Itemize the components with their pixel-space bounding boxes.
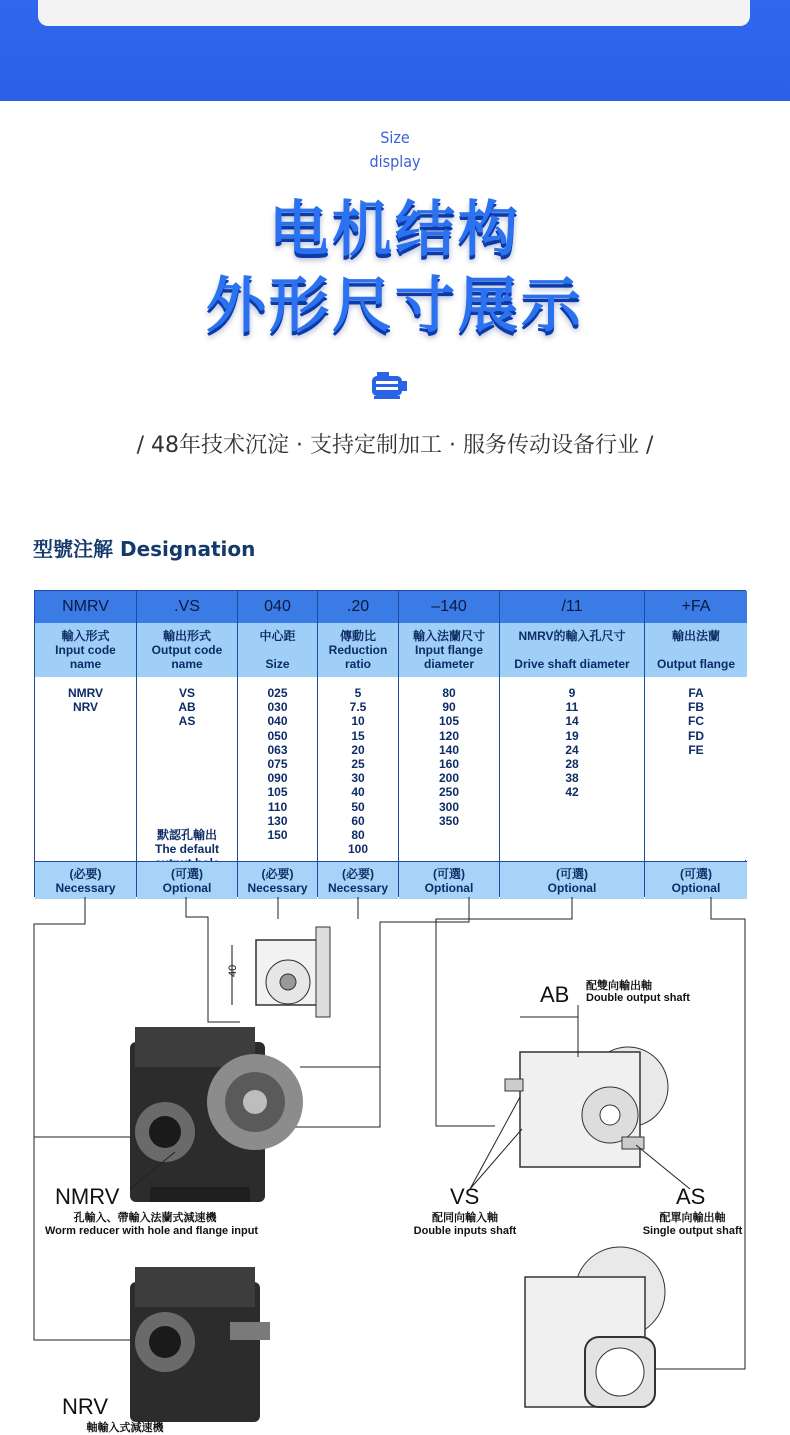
- column-code: 040: [238, 591, 317, 624]
- small-side-view: [232, 927, 330, 1017]
- value-item: 300: [438, 799, 460, 814]
- value-item: FC: [688, 714, 704, 729]
- requirement-line: (必要): [261, 866, 294, 881]
- value-item: 110: [267, 799, 288, 814]
- value-item: 250: [438, 785, 460, 800]
- column-code: +FA: [645, 591, 747, 624]
- value-item: 030: [267, 700, 288, 715]
- table-column: [500, 591, 645, 896]
- requirement-line: Optional: [424, 880, 474, 895]
- value-item: 9: [568, 686, 576, 700]
- description-line: 中心距: [259, 629, 296, 643]
- column-values: [318, 677, 398, 860]
- description-line: Size: [265, 657, 290, 671]
- value-item: FB: [688, 700, 704, 715]
- top-card: [38, 0, 750, 26]
- description-line: 輸出法蘭: [671, 629, 720, 643]
- requirement-line: Optional: [162, 880, 212, 895]
- description-line: [500, 643, 644, 657]
- column-values: [399, 677, 499, 860]
- table-column: [318, 591, 399, 896]
- default-hole-note: The default: [154, 842, 219, 857]
- nrv-code-label: NRV: [62, 1394, 109, 1419]
- description-line: name: [171, 657, 203, 671]
- column-values: [500, 677, 644, 860]
- value-item: 80: [351, 828, 365, 843]
- nmrv-cn-label: 孔輸入、帶輸入法蘭式減速機: [73, 1212, 217, 1224]
- column-code: .20: [318, 591, 398, 624]
- value-item: 80: [442, 686, 456, 700]
- column-description: [500, 623, 644, 678]
- designation-title: 型號注解 Designation: [33, 537, 256, 561]
- designation-table: [34, 590, 746, 897]
- column-code: NMRV: [35, 591, 136, 624]
- column-description: [35, 623, 136, 678]
- ab-reducer-image: [505, 1047, 668, 1167]
- requirement-line: (可選): [433, 866, 465, 881]
- column-values: [645, 677, 747, 860]
- column-values: [137, 677, 237, 860]
- hollow-reducer-image: [525, 1247, 665, 1407]
- table-column: [137, 591, 238, 896]
- table-column: [399, 591, 500, 896]
- nmrv-code-label: NMRV: [55, 1184, 120, 1209]
- column-requirement: [35, 861, 136, 899]
- value-item: 120: [438, 728, 460, 743]
- value-item: 90: [442, 700, 456, 715]
- value-item: 28: [565, 757, 579, 772]
- column-description: [238, 623, 317, 678]
- description-line: Input flange: [415, 643, 483, 657]
- as-code-label: AS: [676, 1184, 706, 1209]
- nrv-reducer-image: [130, 1267, 270, 1422]
- value-item: AS: [178, 714, 196, 729]
- column-code: .VS: [137, 591, 237, 624]
- value-item: 50: [351, 799, 365, 814]
- description-line: [238, 643, 317, 657]
- value-item: VS: [178, 686, 195, 700]
- ab-en-label: Double output shaft: [586, 992, 690, 1004]
- requirement-line: (必要): [342, 866, 374, 881]
- requirement-line: Necessary: [247, 880, 308, 895]
- value-item: 100: [347, 842, 369, 857]
- table-column: [238, 591, 318, 896]
- vs-code-label: VS: [450, 1184, 480, 1209]
- as-en-label: Single output shaft: [642, 1225, 743, 1237]
- value-item: 160: [438, 757, 460, 772]
- description-line: name: [69, 657, 102, 671]
- description-line: Reduction: [328, 643, 388, 657]
- column-requirement: [238, 861, 317, 899]
- value-item: 105: [438, 714, 460, 729]
- value-item: 38: [565, 771, 579, 786]
- value-item: 150: [267, 828, 288, 843]
- value-item: NRV: [72, 700, 99, 715]
- column-description: [399, 623, 499, 678]
- value-item: FD: [688, 728, 704, 743]
- value-item: AB: [178, 700, 196, 715]
- column-description: [645, 623, 747, 678]
- description-line: ratio: [344, 657, 371, 671]
- value-item: 040: [267, 714, 288, 729]
- description-line: 輸入法蘭尺寸: [412, 629, 485, 643]
- column-code: /11: [500, 591, 644, 624]
- requirement-line: Necessary: [55, 880, 116, 895]
- column-requirement: [318, 861, 398, 899]
- value-item: 5: [354, 686, 362, 700]
- value-item: 40: [351, 785, 365, 800]
- description-line: Input code: [55, 643, 116, 657]
- size-label-line1: Size: [380, 128, 410, 147]
- column-requirement: [500, 861, 644, 899]
- ab-code-label: AB: [540, 982, 570, 1007]
- value-item: 15: [351, 728, 365, 743]
- description-line: Output flange: [657, 657, 735, 671]
- value-item: 025: [267, 686, 288, 700]
- value-item: 140: [438, 742, 460, 757]
- value-item: NMRV: [67, 686, 104, 700]
- value-item: 20: [351, 742, 365, 757]
- vs-cn-label: 配同向輸入軸: [432, 1212, 498, 1224]
- default-hole-note: 默認孔輸出: [156, 828, 217, 842]
- value-item: 7.5: [349, 700, 367, 715]
- vs-en-label: Double inputs shaft: [413, 1225, 517, 1237]
- requirement-line: (可選): [680, 866, 712, 881]
- requirement-line: Optional: [671, 880, 721, 895]
- requirement-line: Necessary: [327, 880, 389, 895]
- description-line: 輸出形式: [162, 629, 211, 643]
- ab-cn-label: 配雙向輸出軸: [586, 980, 652, 992]
- as-cn-label: 配單向輸出軸: [659, 1212, 726, 1224]
- size-label-line2: display: [369, 152, 421, 171]
- value-item: 090: [267, 771, 288, 786]
- description-line: [645, 643, 747, 657]
- value-item: FA: [688, 686, 704, 700]
- column-requirement: [645, 861, 747, 899]
- nrv-cn-label: 軸輸入式減速機: [86, 1422, 164, 1434]
- motor-icon: [370, 371, 408, 401]
- description-line: NMRV的輸入孔尺寸: [518, 629, 626, 643]
- tagline: / 48年技术沉淀 · 支持定制加工 · 服务传动设备行业 /: [136, 433, 654, 458]
- value-item: 130: [267, 813, 288, 828]
- requirement-line: (可選): [556, 866, 588, 881]
- headline-line2: 外形尺寸展示: [206, 271, 584, 341]
- column-values: [238, 677, 317, 860]
- value-item: 24: [565, 742, 579, 757]
- dim-label: 40: [227, 964, 239, 977]
- column-requirement: [137, 861, 237, 899]
- column-requirement: [399, 861, 499, 899]
- value-item: 10: [351, 714, 365, 729]
- value-item: 075: [267, 757, 288, 772]
- requirement-line: (必要): [69, 866, 102, 881]
- description-line: 傳動比: [339, 629, 376, 643]
- value-item: 350: [438, 813, 460, 828]
- value-item: 42: [565, 785, 579, 800]
- column-code: –140: [399, 591, 499, 624]
- value-item: 063: [267, 742, 288, 757]
- column-values: [35, 677, 136, 860]
- value-item: 30: [351, 771, 365, 786]
- value-item: 11: [565, 700, 579, 715]
- requirement-line: (可選): [171, 866, 203, 881]
- column-description: [137, 623, 237, 678]
- nmrv-reducer-image: [130, 1027, 303, 1202]
- description-line: 輸入形式: [61, 629, 110, 643]
- value-item: 050: [267, 728, 288, 743]
- requirement-line: Optional: [547, 880, 597, 895]
- reducer-diagram: [0, 897, 790, 1431]
- value-item: 19: [565, 728, 579, 743]
- value-item: FE: [688, 742, 704, 757]
- description-line: diameter: [423, 657, 475, 671]
- column-description: [318, 623, 398, 678]
- headline-line1: 电机结构: [269, 195, 521, 265]
- nmrv-en-label: Worm reducer with hole and flange input: [45, 1225, 259, 1237]
- value-item: 60: [351, 813, 365, 828]
- table-column: [645, 591, 747, 896]
- description-line: Drive shaft diameter: [514, 657, 630, 671]
- description-line: Output code: [151, 643, 223, 657]
- value-item: 14: [565, 714, 579, 729]
- value-item: 25: [351, 757, 365, 772]
- value-item: 200: [438, 771, 460, 786]
- value-item: 105: [267, 785, 288, 800]
- table-column: [35, 591, 137, 896]
